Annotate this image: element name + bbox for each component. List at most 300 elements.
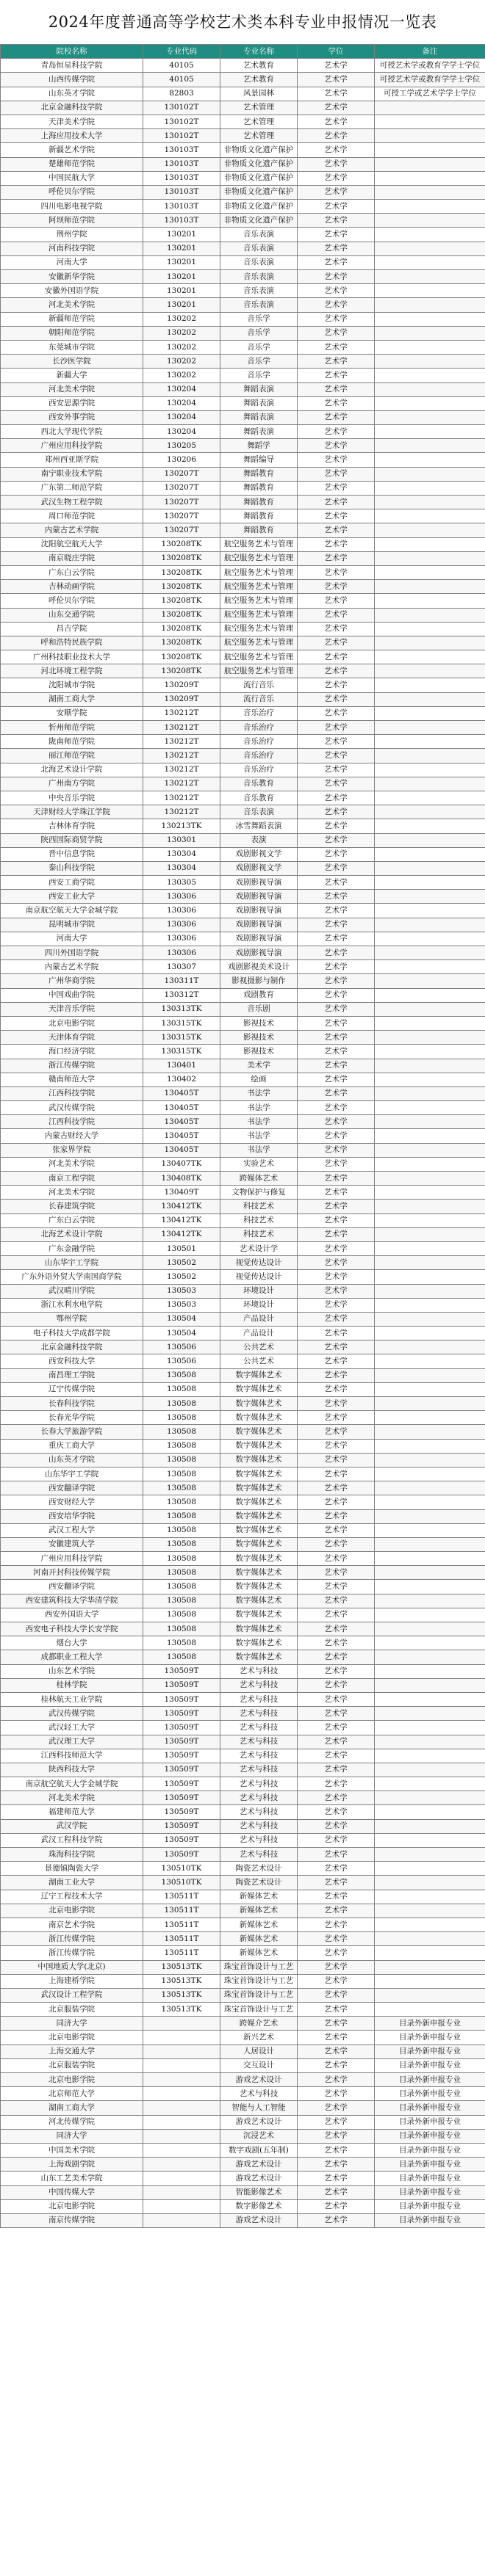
cell-degree: 艺术学 <box>298 73 375 87</box>
cell-degree: 艺术学 <box>298 777 375 791</box>
cell-degree: 艺术学 <box>298 1059 375 1073</box>
table-body <box>1 59 485 2228</box>
cell-school: 陕西国际商贸学院 <box>1 833 143 847</box>
cell-code: 130509T <box>143 1777 220 1791</box>
cell-major: 非物质文化遗产保护 <box>220 200 298 214</box>
cell-note <box>375 861 485 875</box>
cell-degree: 艺术学 <box>298 1002 375 1016</box>
cell-degree: 艺术学 <box>298 340 375 354</box>
cell-major: 舞蹈教育 <box>220 481 298 495</box>
cell-major: 数字媒体艺术 <box>220 1552 298 1566</box>
cell-note: 目录外新申报专业 <box>375 2073 485 2087</box>
cell-major: 航空服务艺术与管理 <box>220 551 298 565</box>
table-row <box>1 1735 485 1749</box>
cell-major: 音乐学 <box>220 312 298 326</box>
cell-major: 戏剧影视导演 <box>220 890 298 904</box>
cell-note <box>375 1031 485 1045</box>
cell-code: 130513TK <box>143 2003 220 2017</box>
table-row <box>1 242 485 255</box>
table-row <box>1 819 485 833</box>
cell-code: 130103T <box>143 143 220 157</box>
cell-degree: 艺术学 <box>298 1425 375 1439</box>
cell-degree: 艺术学 <box>298 946 375 960</box>
cell-note <box>375 1819 485 1833</box>
cell-degree: 艺术学 <box>298 1594 375 1608</box>
cell-note <box>375 270 485 284</box>
table-row <box>1 255 485 269</box>
header-major: 专业名称 <box>220 45 298 59</box>
table-row <box>1 1186 485 1200</box>
cell-degree: 艺术学 <box>298 1608 375 1622</box>
cell-degree: 艺术学 <box>298 284 375 298</box>
cell-major: 艺术与科技 <box>220 1721 298 1735</box>
cell-major: 环境设计 <box>220 1284 298 1298</box>
cell-note <box>375 1848 485 1862</box>
cell-school: 河北美术学院 <box>1 1157 143 1171</box>
cell-note <box>375 608 485 622</box>
cell-degree: 艺术学 <box>298 1580 375 1594</box>
cell-school: 烟台大学 <box>1 1636 143 1650</box>
cell-school: 湖南工商大学 <box>1 2101 143 2115</box>
cell-note <box>375 1213 485 1227</box>
cell-code: 130301 <box>143 833 220 847</box>
cell-code: 130204 <box>143 425 220 439</box>
cell-note <box>375 185 485 199</box>
table-row <box>1 1692 485 1706</box>
cell-major: 影视技术 <box>220 1016 298 1030</box>
cell-major: 数字媒体艺术 <box>220 1523 298 1537</box>
cell-note <box>375 1143 485 1157</box>
cell-school: 安顺学院 <box>1 706 143 720</box>
cell-note <box>375 1467 485 1481</box>
cell-school: 中国美术学院 <box>1 2143 143 2157</box>
cell-note <box>375 1664 485 1678</box>
table-row <box>1 1354 485 1368</box>
cell-degree: 艺术学 <box>298 1932 375 1946</box>
cell-degree: 艺术学 <box>298 2045 375 2058</box>
cell-degree: 艺术学 <box>298 636 375 650</box>
cell-degree: 艺术学 <box>298 1890 375 1904</box>
cell-school: 同济大学 <box>1 2017 143 2031</box>
table-row <box>1 2045 485 2058</box>
cell-major: 音乐学 <box>220 340 298 354</box>
cell-school: 广州南方学院 <box>1 777 143 791</box>
cell-degree: 艺术学 <box>298 2213 375 2227</box>
cell-code: 130201 <box>143 228 220 242</box>
cell-code: 130502 <box>143 1270 220 1284</box>
cell-note <box>375 1580 485 1594</box>
cell-code: 130207T <box>143 523 220 537</box>
cell-code: 130509T <box>143 1833 220 1847</box>
cell-school: 呼伦贝尔学院 <box>1 594 143 608</box>
cell-major: 数字媒体艺术 <box>220 1566 298 1580</box>
cell-note <box>375 242 485 255</box>
cell-note <box>375 1791 485 1805</box>
table-row <box>1 1227 485 1241</box>
cell-code: 130509T <box>143 1678 220 1692</box>
cell-code: 130207T <box>143 481 220 495</box>
cell-note: 目录外新申报专业 <box>375 2158 485 2172</box>
cell-code: 130501 <box>143 1241 220 1255</box>
cell-major: 舞蹈教育 <box>220 496 298 509</box>
cell-code: 130102T <box>143 115 220 128</box>
cell-degree: 艺术学 <box>298 1467 375 1481</box>
table-row <box>1 1932 485 1946</box>
cell-major: 航空服务艺术与管理 <box>220 664 298 678</box>
cell-school: 北京电影学院 <box>1 2031 143 2045</box>
cell-major: 影视摄影与制作 <box>220 974 298 988</box>
cell-school: 江西科技师范大学 <box>1 1749 143 1763</box>
cell-major: 舞蹈学 <box>220 439 298 453</box>
table-row <box>1 171 485 185</box>
table-row <box>1 721 485 735</box>
cell-major: 音乐学 <box>220 355 298 369</box>
cell-school: 山东工艺美术学院 <box>1 2172 143 2185</box>
cell-school: 张家界学院 <box>1 1143 143 1157</box>
cell-school: 西安工业大学 <box>1 890 143 904</box>
cell-code: 130304 <box>143 847 220 861</box>
cell-major: 视觉传达设计 <box>220 1270 298 1284</box>
cell-school: 忻州师范学院 <box>1 721 143 735</box>
table-row <box>1 2213 485 2227</box>
cell-school: 湖南工业大学 <box>1 1876 143 1890</box>
table-row <box>1 1946 485 1960</box>
cell-school: 昆明城市学院 <box>1 918 143 932</box>
table-row <box>1 692 485 706</box>
cell-major: 科技艺术 <box>220 1200 298 1213</box>
cell-school: 沈阳城市学院 <box>1 678 143 692</box>
cell-school: 山东交通学院 <box>1 608 143 622</box>
cell-school: 陕西科技大学 <box>1 1763 143 1777</box>
cell-school: 长春光华学院 <box>1 1411 143 1425</box>
cell-code: 130508 <box>143 1636 220 1650</box>
cell-code: 130401 <box>143 1059 220 1073</box>
cell-degree: 艺术学 <box>298 594 375 608</box>
table-row <box>1 298 485 312</box>
table-row <box>1 1848 485 1862</box>
table-row <box>1 214 485 228</box>
cell-degree: 艺术学 <box>298 382 375 396</box>
table-row <box>1 410 485 424</box>
cell-school: 广东白云学院 <box>1 565 143 579</box>
table-row <box>1 1467 485 1481</box>
table-row <box>1 73 485 87</box>
table-row <box>1 453 485 467</box>
cell-major: 非物质文化遗产保护 <box>220 171 298 185</box>
table-row <box>1 1890 485 1904</box>
cell-major: 科技艺术 <box>220 1213 298 1227</box>
cell-school: 福建师范大学 <box>1 1805 143 1819</box>
cell-note <box>375 1453 485 1467</box>
table-row <box>1 1157 485 1171</box>
table-row <box>1 974 485 988</box>
table-row <box>1 1678 485 1692</box>
cell-degree: 艺术学 <box>298 1186 375 1200</box>
cell-code: 130208TK <box>143 537 220 551</box>
table-row <box>1 1805 485 1819</box>
cell-note <box>375 791 485 805</box>
cell-note: 目录外新申报专业 <box>375 2087 485 2101</box>
cell-school: 长春建筑学院 <box>1 1200 143 1213</box>
cell-major: 非物质文化遗产保护 <box>220 143 298 157</box>
cell-school: 泰山科技学院 <box>1 861 143 875</box>
cell-degree: 艺术学 <box>298 1256 375 1270</box>
cell-major: 艺术与科技 <box>220 1707 298 1721</box>
cell-school: 西安外国语大学 <box>1 1608 143 1622</box>
table-row <box>1 876 485 890</box>
cell-code: 130511T <box>143 1918 220 1931</box>
cell-code: 130103T <box>143 185 220 199</box>
cell-school: 海口经济学院 <box>1 1045 143 1059</box>
cell-code: 130508 <box>143 1368 220 1382</box>
table-row <box>1 425 485 439</box>
table-row <box>1 1172 485 1186</box>
table-row <box>1 523 485 537</box>
cell-code: 130405T <box>143 1129 220 1143</box>
cell-major: 音乐表演 <box>220 805 298 819</box>
cell-degree: 艺术学 <box>298 1749 375 1763</box>
cell-school: 长春科技学院 <box>1 1397 143 1411</box>
cell-note <box>375 228 485 242</box>
cell-major: 数字戏剧(五年制) <box>220 2143 298 2157</box>
cell-school: 上海应用技术大学 <box>1 129 143 143</box>
table-row <box>1 1340 485 1354</box>
table-row <box>1 1707 485 1721</box>
cell-degree: 艺术学 <box>298 1678 375 1692</box>
cell-degree: 艺术学 <box>298 1664 375 1678</box>
cell-school: 朝阳师范学院 <box>1 326 143 340</box>
table-row <box>1 1594 485 1608</box>
table-row <box>1 565 485 579</box>
cell-code <box>143 2185 220 2199</box>
table-row <box>1 890 485 904</box>
cell-note <box>375 1382 485 1396</box>
cell-major: 数字媒体艺术 <box>220 1537 298 1551</box>
cell-code: 130103T <box>143 214 220 228</box>
cell-school: 晋中信息学院 <box>1 847 143 861</box>
cell-school: 上海戏剧学院 <box>1 2158 143 2172</box>
cell-school: 南宁职业技术学院 <box>1 467 143 481</box>
table-row <box>1 622 485 636</box>
cell-major: 航空服务艺术与管理 <box>220 565 298 579</box>
cell-note <box>375 565 485 579</box>
cell-note <box>375 1636 485 1650</box>
cell-school: 广东金融学院 <box>1 1241 143 1255</box>
cell-note <box>375 1241 485 1255</box>
cell-degree: 艺术学 <box>298 1143 375 1157</box>
cell-major: 游戏艺术设计 <box>220 2158 298 2172</box>
cell-code: 130509T <box>143 1721 220 1735</box>
cell-code: 82803 <box>143 87 220 101</box>
cell-degree: 艺术学 <box>298 1819 375 1833</box>
cell-major: 数字媒体艺术 <box>220 1397 298 1411</box>
cell-code: 130304 <box>143 861 220 875</box>
table-row <box>1 101 485 115</box>
table-row <box>1 1256 485 1270</box>
cell-degree: 艺术学 <box>298 1650 375 1664</box>
cell-note <box>375 439 485 453</box>
cell-note <box>375 425 485 439</box>
cell-school: 北京电影学院 <box>1 1016 143 1030</box>
cell-degree: 艺术学 <box>298 551 375 565</box>
cell-note <box>375 1566 485 1580</box>
cell-school: 中国传媒大学 <box>1 2185 143 2199</box>
table-row <box>1 355 485 369</box>
cell-major: 音乐表演 <box>220 255 298 269</box>
cell-code <box>143 2115 220 2129</box>
table-row <box>1 2031 485 2045</box>
cell-major: 音乐表演 <box>220 242 298 255</box>
cell-school: 长沙医学院 <box>1 355 143 369</box>
table-row <box>1 2185 485 2199</box>
cell-degree: 艺术学 <box>298 1115 375 1129</box>
table-row <box>1 1045 485 1059</box>
cell-code: 130407TK <box>143 1157 220 1171</box>
cell-major: 数字媒体艺术 <box>220 1622 298 1636</box>
cell-major: 书法学 <box>220 1086 298 1100</box>
cell-note <box>375 523 485 537</box>
cell-note <box>375 496 485 509</box>
cell-school: 安徽外国语学院 <box>1 284 143 298</box>
cell-major: 交互设计 <box>220 2058 298 2072</box>
cell-note <box>375 1073 485 1086</box>
cell-major: 艺术与科技 <box>220 1763 298 1777</box>
cell-note <box>375 847 485 861</box>
cell-school: 武汉晴川学院 <box>1 1284 143 1298</box>
cell-code: 130212T <box>143 706 220 720</box>
cell-degree: 艺术学 <box>298 1172 375 1186</box>
cell-school: 河北美术学院 <box>1 1791 143 1805</box>
cell-major: 环境设计 <box>220 1298 298 1312</box>
table-row <box>1 2115 485 2129</box>
cell-code: 130513TK <box>143 1974 220 1988</box>
cell-code: 130408TK <box>143 1172 220 1186</box>
cell-code: 130201 <box>143 242 220 255</box>
cell-note <box>375 1932 485 1946</box>
cell-school: 武汉轻工大学 <box>1 1721 143 1735</box>
cell-major: 新媒体艺术 <box>220 1890 298 1904</box>
cell-school: 青岛恒星科技学院 <box>1 59 143 73</box>
cell-degree: 艺术学 <box>298 622 375 636</box>
cell-note <box>375 284 485 298</box>
cell-degree: 艺术学 <box>298 664 375 678</box>
cell-degree: 艺术学 <box>298 960 375 974</box>
cell-school: 天津财经大学珠江学院 <box>1 805 143 819</box>
cell-code: 130510TK <box>143 1862 220 1876</box>
cell-degree: 艺术学 <box>298 918 375 932</box>
cell-degree: 艺术学 <box>298 1411 375 1425</box>
cell-major: 影视技术 <box>220 1031 298 1045</box>
cell-school: 西安培华学院 <box>1 1509 143 1523</box>
cell-major: 音乐表演 <box>220 270 298 284</box>
cell-school: 武汉理工大学 <box>1 1735 143 1749</box>
cell-degree: 艺术学 <box>298 171 375 185</box>
cell-major: 舞蹈教育 <box>220 467 298 481</box>
cell-degree: 艺术学 <box>298 59 375 73</box>
cell-code: 130202 <box>143 326 220 340</box>
cell-note <box>375 326 485 340</box>
cell-code: 130315TK <box>143 1045 220 1059</box>
cell-degree: 艺术学 <box>298 185 375 199</box>
cell-degree: 艺术学 <box>298 833 375 847</box>
cell-school: 郑州西亚斯学院 <box>1 453 143 467</box>
cell-code: 130509T <box>143 1763 220 1777</box>
cell-school: 阿坝师范学院 <box>1 214 143 228</box>
cell-code: 130209T <box>143 692 220 706</box>
cell-note <box>375 1227 485 1241</box>
cell-major: 艺术与科技 <box>220 2087 298 2101</box>
cell-degree: 艺术学 <box>298 1988 375 2002</box>
cell-note <box>375 1509 485 1523</box>
cell-note <box>375 1200 485 1213</box>
cell-code: 130306 <box>143 918 220 932</box>
cell-degree: 艺术学 <box>298 496 375 509</box>
table-row <box>1 777 485 791</box>
cell-degree: 艺术学 <box>298 1086 375 1100</box>
table-row <box>1 805 485 819</box>
cell-code: 130509T <box>143 1749 220 1763</box>
cell-code: 130212T <box>143 749 220 763</box>
cell-school: 北京电影学院 <box>1 2199 143 2213</box>
cell-degree: 艺术学 <box>298 565 375 579</box>
cell-code: 130405T <box>143 1115 220 1129</box>
table-row <box>1 2087 485 2101</box>
cell-school: 安徽建筑大学 <box>1 1537 143 1551</box>
cell-note <box>375 453 485 467</box>
cell-degree: 艺术学 <box>298 1721 375 1735</box>
cell-note <box>375 1552 485 1566</box>
cell-note <box>375 1284 485 1298</box>
table-row <box>1 2129 485 2143</box>
cell-major: 艺术管理 <box>220 115 298 128</box>
table-row <box>1 2101 485 2115</box>
cell-note <box>375 1368 485 1382</box>
cell-major: 游戏艺术设计 <box>220 2073 298 2087</box>
cell-major: 音乐教育 <box>220 777 298 791</box>
cell-degree: 艺术学 <box>298 1946 375 1960</box>
cell-code: 130509T <box>143 1707 220 1721</box>
table-row <box>1 1523 485 1537</box>
cell-degree: 艺术学 <box>298 1777 375 1791</box>
cell-school: 荆州学院 <box>1 228 143 242</box>
cell-code: 130312T <box>143 988 220 1002</box>
cell-major: 数字媒体艺术 <box>220 1509 298 1523</box>
cell-note <box>375 1594 485 1608</box>
cell-degree: 艺术学 <box>298 2087 375 2101</box>
table-row <box>1 1763 485 1777</box>
cell-major: 音乐剧 <box>220 1002 298 1016</box>
cell-code: 130412TK <box>143 1227 220 1241</box>
cell-major: 数字媒体艺术 <box>220 1481 298 1495</box>
table-row <box>1 312 485 326</box>
cell-degree: 艺术学 <box>298 228 375 242</box>
cell-code: 130509T <box>143 1664 220 1678</box>
cell-school: 楚雄师范学院 <box>1 157 143 171</box>
cell-school: 西安思源学院 <box>1 396 143 410</box>
cell-school: 武汉工程科技学院 <box>1 1833 143 1847</box>
cell-note <box>375 1298 485 1312</box>
table-row <box>1 228 485 242</box>
cell-degree: 艺术学 <box>298 1298 375 1312</box>
table-row <box>1 537 485 551</box>
cell-note <box>375 537 485 551</box>
cell-school: 南昌理工学院 <box>1 1368 143 1382</box>
table-row <box>1 1960 485 1974</box>
cell-school: 北京师范大学 <box>1 2087 143 2101</box>
cell-note <box>375 1890 485 1904</box>
cell-code: 130207T <box>143 496 220 509</box>
cell-school: 河南大学 <box>1 255 143 269</box>
